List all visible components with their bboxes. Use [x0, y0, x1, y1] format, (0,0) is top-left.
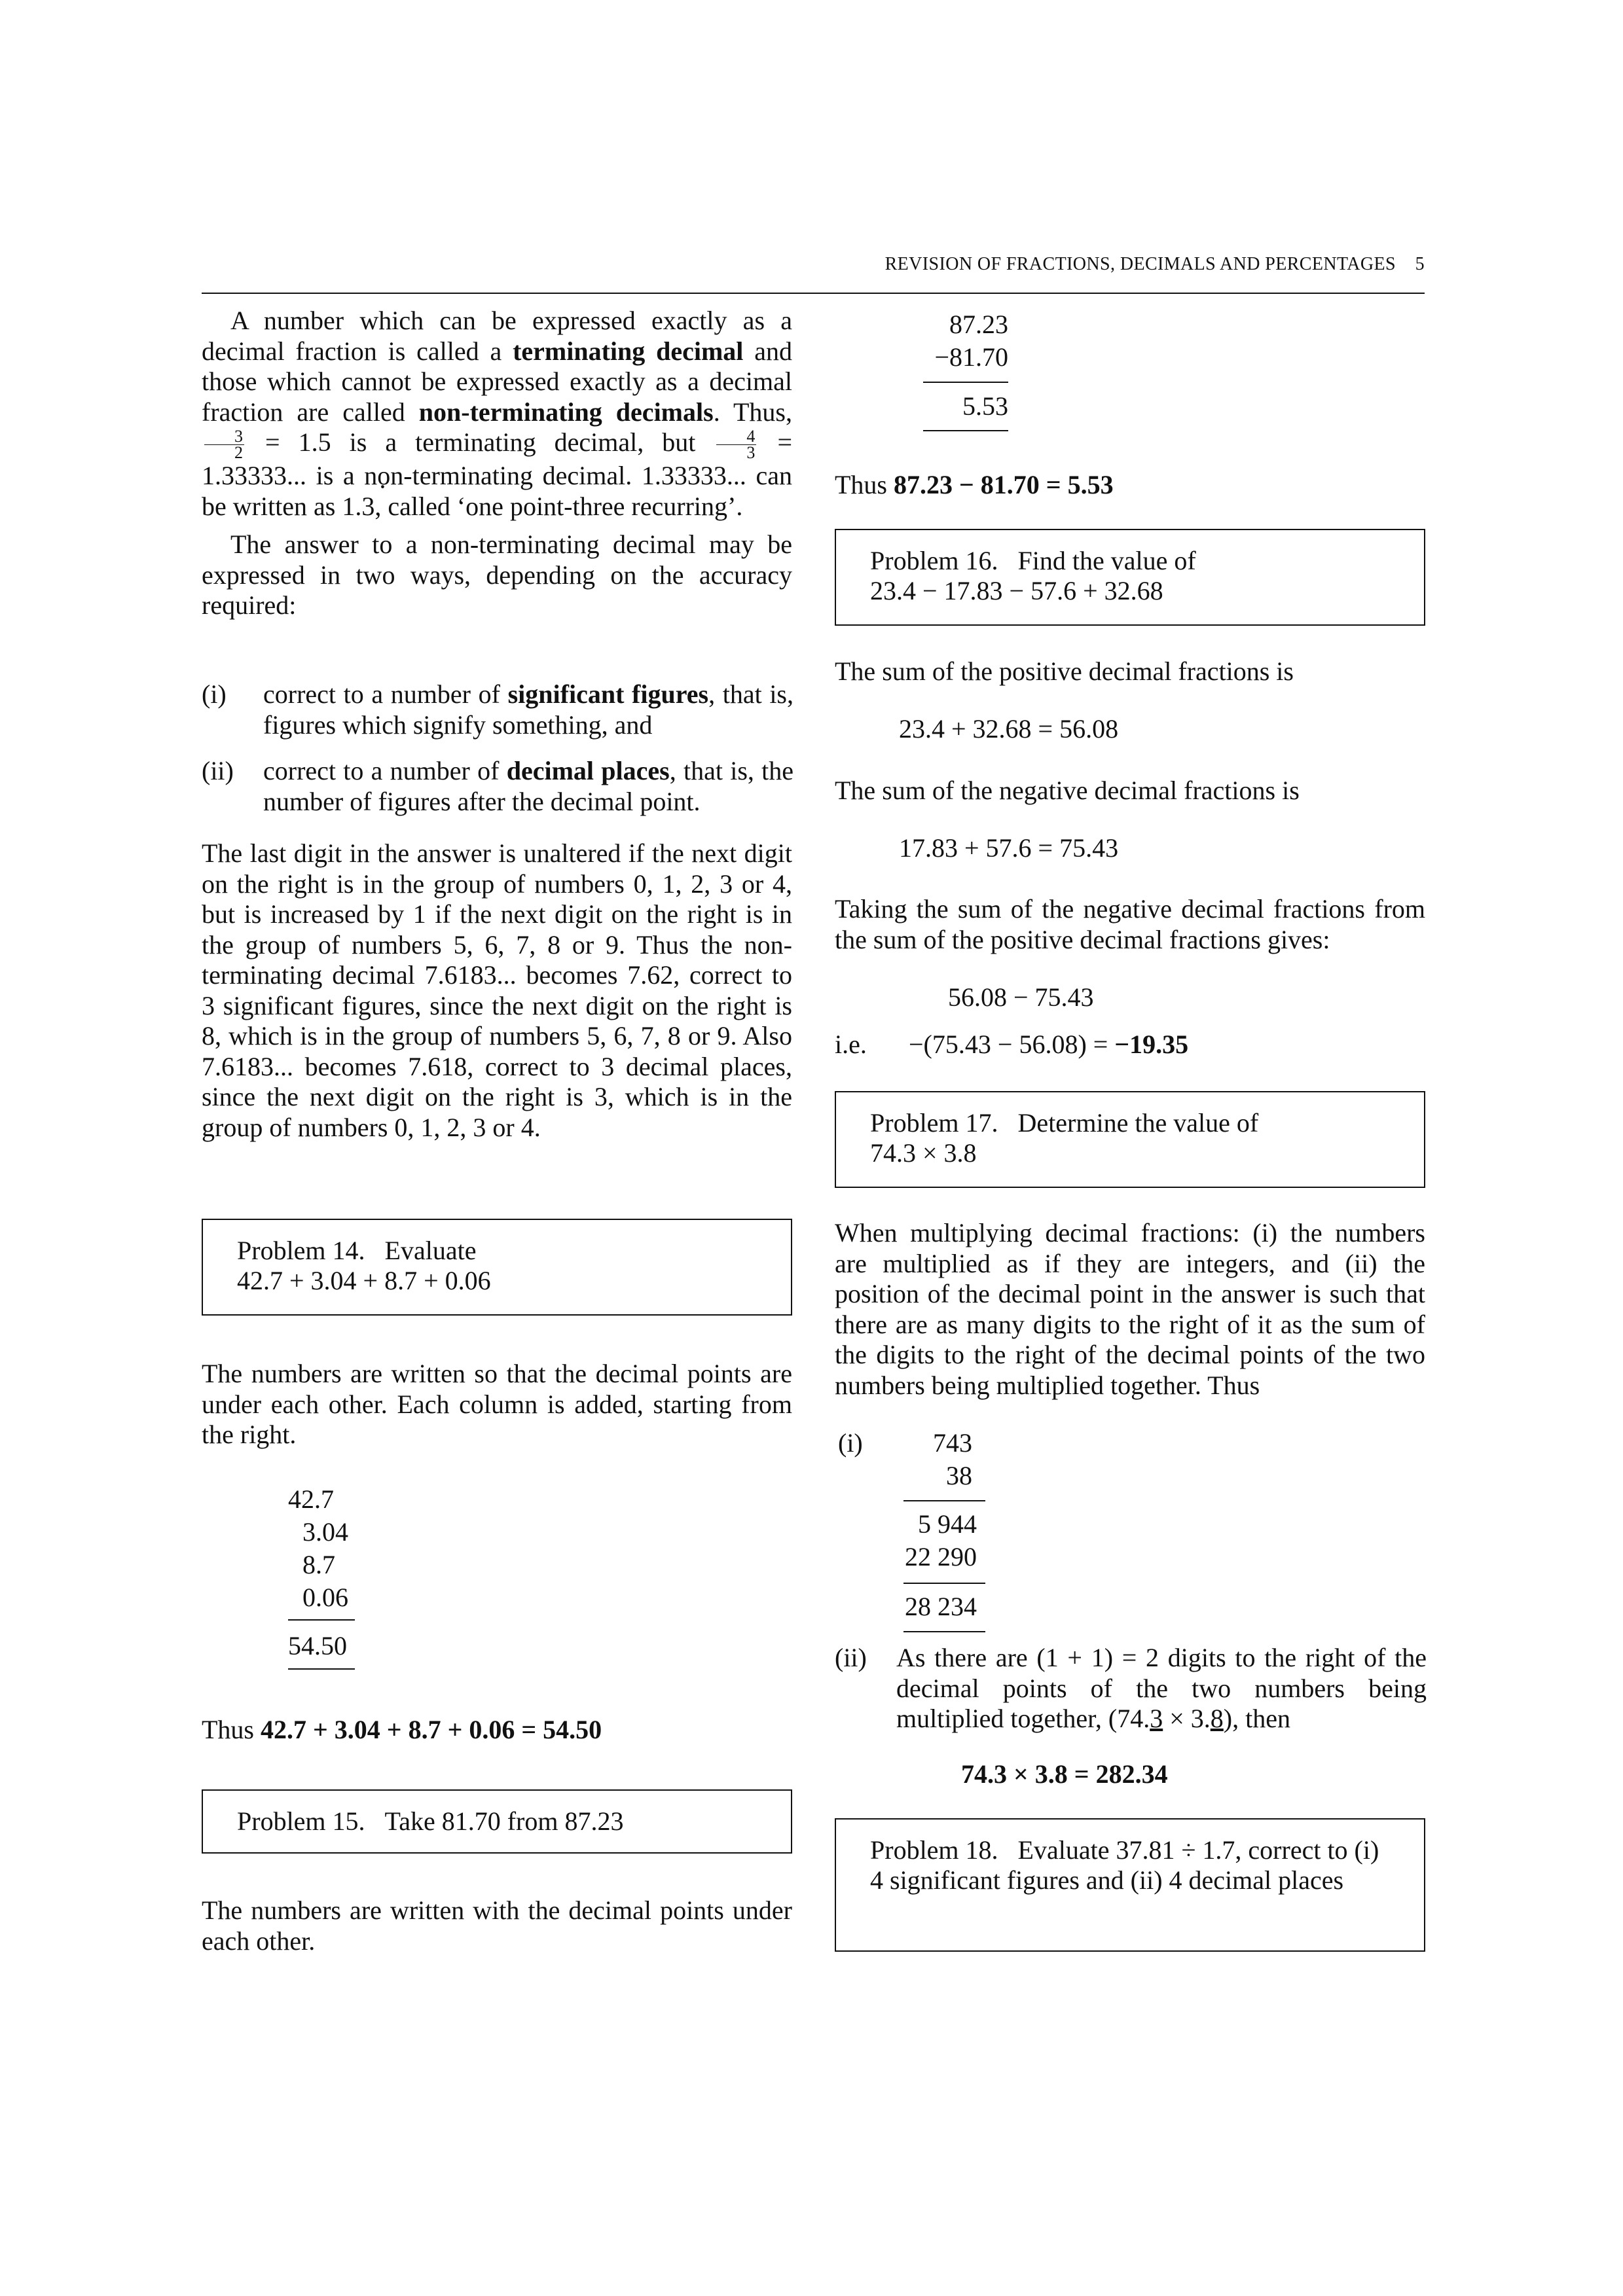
p17-result: 74.3 × 3.8 = 282.34	[961, 1759, 1168, 1789]
list-item-decimal-places	[202, 756, 793, 819]
term-terminating: terminating decimal	[513, 336, 744, 366]
recurring-digit: 3 ·	[361, 492, 374, 521]
list-text: correct to a number of decimal places, that is, the number of figures after the decimal point.	[263, 756, 794, 816]
problem-17-box	[835, 1091, 1425, 1188]
taking-paragraph: Taking the sum of the negative decimal fractions from the sum of the positive decimal fractions gives:	[835, 894, 1425, 954]
intro-text-6: , called ‘one point-three recurring’.	[374, 491, 743, 521]
negative-sum-intro: The sum of the negative decimal fractions is	[835, 776, 1300, 805]
problem-expression: 42.7 + 3.04 + 8.7 + 0.06	[237, 1266, 491, 1295]
problem-task: Take 81.70 from 87.23	[384, 1806, 624, 1836]
intro-paragraph	[202, 306, 792, 522]
problem-15-box	[202, 1789, 792, 1854]
problem-label: Problem 17.	[870, 1108, 998, 1138]
running-title: REVISION OF FRACTIONS, DECIMALS AND PERCENTAGES	[884, 254, 1396, 274]
ie-line: −(75.43 − 56.08) = −19.35	[909, 1030, 1189, 1059]
intro-text-5: = 1.33333... is a non-terminating decimal. 1.33333... can be written as 1.	[202, 427, 793, 521]
p14-result-line: Thus 42.7 + 3.04 + 8.7 + 0.06 = 54.50	[202, 1715, 602, 1744]
page-number: 5	[1415, 254, 1425, 274]
negative-sum: 17.83 + 57.6 = 75.43	[899, 833, 1119, 863]
partial-product: 22 290	[905, 1542, 977, 1571]
positive-sum-intro: The sum of the positive decimal fractions is	[835, 656, 1294, 686]
list-text: correct to a number of significant figures, that is, figures which signify something, and	[263, 679, 793, 740]
mult-label: (i)	[838, 1428, 863, 1458]
intro-text-2: and those which cannot be expressed exactly as a decimal fraction are called	[202, 336, 792, 427]
intro-text-1: A number which can be expressed exactly as a decimal fraction is called a	[202, 306, 792, 366]
list-label: (i)	[202, 679, 227, 709]
positive-sum: 23.4 + 32.68 = 56.08	[899, 714, 1119, 744]
addend: 42.7	[288, 1484, 334, 1514]
problem-expression: 23.4 − 17.83 − 57.6 + 32.68	[870, 576, 1163, 605]
product-total: 28 234	[905, 1592, 977, 1621]
sum-rule	[288, 1668, 355, 1670]
fraction-three-halves: $\frac{3}{2}$	[204, 429, 244, 461]
list-item-significant	[202, 679, 793, 742]
problem-task: Determine the value of	[1017, 1108, 1259, 1138]
multiplier: 38	[946, 1461, 972, 1490]
problem-label: Problem 16.	[870, 546, 998, 575]
p16-result: −19.35	[1114, 1030, 1189, 1059]
p15-result-line: Thus 87.23 − 81.70 = 5.53	[835, 470, 1114, 499]
sum-rule	[288, 1619, 355, 1621]
difference-rule	[923, 430, 1008, 431]
p15-intro-paragraph: The numbers are written with the decimal points under each other.	[202, 1895, 792, 1956]
ie-label: i.e.	[835, 1030, 867, 1059]
difference: 5.53	[962, 391, 1008, 421]
addend: 3.04	[302, 1517, 348, 1547]
intro-text-4: = 1.5 is a terminating decimal, but	[247, 427, 714, 457]
multiplication-paragraph: When multiplying decimal fractions: (i) the numbers are multiplied as if they are integers, and (ii) the position of the decimal point in the answer is such that there are as many digits to the right of it as the sum of the digits to the right of the decimal points of the two numbers being multiplied together. Thus	[835, 1218, 1425, 1400]
problem-label: Problem 18.	[870, 1835, 998, 1865]
addend: 8.7	[302, 1550, 335, 1579]
product-rule	[903, 1500, 985, 1501]
problem-expression: 74.3 × 3.8	[870, 1138, 977, 1168]
problem-16-box	[835, 529, 1425, 626]
term-decimal-places: decimal places	[506, 756, 670, 785]
intro-text-3: . Thus,	[713, 397, 792, 427]
p14-intro-paragraph: The numbers are written so that the decimal points are under each other. Each column is added, starting from the right.	[202, 1359, 792, 1449]
rounding-paragraph: The last digit in the answer is unaltered if the next digit on the right is in the group of numbers 0, 1, 2, 3 or 4, but is increased by 1 if the next digit on the right is in the group of numbers 5, 6, 7, 8 or 9. Thus the non-terminating decimal 7.6183... becomes 7.62, correct to 3 significant figures, since the next digit on the right is 8, which is in the group of numbers 5, 6, 7, 8 or 9. Also 7.6183... becomes 7.618, correct to 3 decimal places, since the next digit on the right is 3, which is in the group of numbers 0, 1, 2, 3 or 4.	[202, 838, 792, 1142]
list-label: (ii)	[202, 756, 234, 785]
problem-task: Evaluate	[384, 1236, 477, 1265]
product-rule	[903, 1583, 985, 1584]
partial-product: 5 944	[918, 1509, 977, 1539]
problem-18-box	[835, 1818, 1425, 1952]
minuend: 87.23	[949, 310, 1008, 339]
problem-task: Find the value of	[1017, 546, 1196, 575]
term-non-terminating: non-terminating decimals	[418, 397, 714, 427]
subtrahend: −81.70	[934, 342, 1008, 372]
fraction-four-thirds: $\frac{4}{3}$	[716, 429, 756, 461]
running-header	[837, 254, 1425, 275]
addition-sum: 54.50	[288, 1631, 347, 1660]
p14-result: 42.7 + 3.04 + 8.7 + 0.06 = 54.50	[261, 1715, 602, 1744]
multiplicand: 743	[933, 1428, 972, 1458]
difference-expression: 56.08 − 75.43	[948, 982, 1094, 1012]
product-rule	[903, 1631, 985, 1632]
problem-label: Problem 14.	[237, 1236, 365, 1265]
p15-result: 87.23 − 81.70 = 5.53	[894, 470, 1114, 499]
term-significant-figures: significant figures	[507, 679, 709, 709]
problem-14-box	[202, 1219, 792, 1316]
problem-task: Evaluate 37.81 ÷ 1.7, correct to (i) 4 significant figures and (ii) 4 decimal places	[870, 1835, 1379, 1895]
list-text: As there are (1 + 1) = 2 digits to the right of the decimal points of the two numbers being multiplied together, (74.3 × 3.8), then	[896, 1643, 1427, 1733]
list-label: (ii)	[835, 1643, 867, 1672]
addend: 0.06	[302, 1583, 348, 1612]
answer-paragraph: The answer to a non-terminating decimal may be expressed in two ways, depending on the accuracy required:	[202, 529, 792, 620]
problem-label: Problem 15.	[237, 1806, 365, 1836]
header-rule	[202, 293, 1425, 294]
difference-rule	[923, 382, 1008, 383]
mult-explanation	[835, 1643, 1427, 1734]
